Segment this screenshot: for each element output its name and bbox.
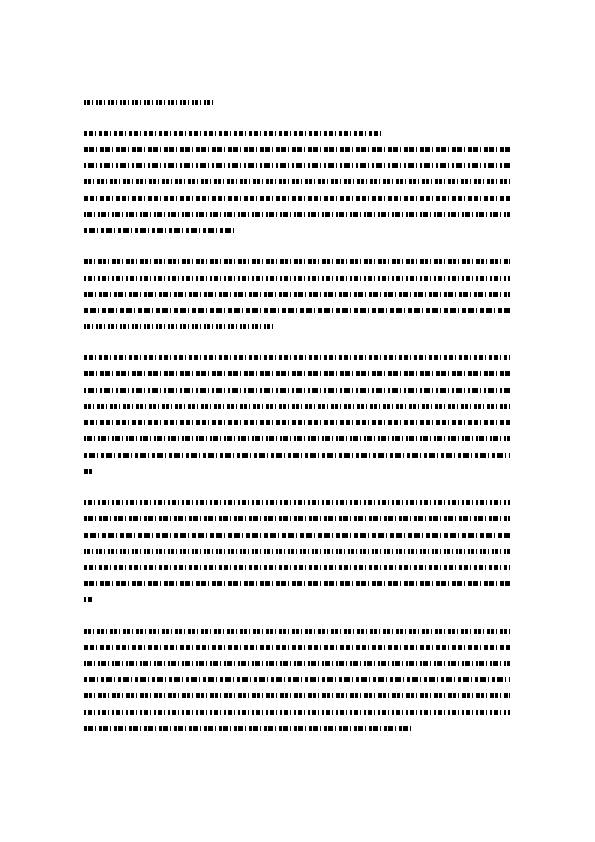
text-line <box>84 147 510 152</box>
text-line <box>84 710 510 715</box>
text-line <box>84 100 214 105</box>
text-line <box>84 371 510 376</box>
text-line <box>84 436 510 441</box>
text-line <box>84 324 274 329</box>
text-line <box>84 693 510 698</box>
text-line <box>84 388 510 393</box>
text-line <box>84 597 92 602</box>
text-line <box>84 645 510 650</box>
text-line <box>84 629 510 634</box>
text-line <box>84 259 510 264</box>
text-line <box>84 533 510 538</box>
text-line <box>84 516 510 521</box>
text-line <box>84 581 510 586</box>
text-line <box>84 661 510 666</box>
text-line <box>84 276 510 281</box>
text-line <box>84 163 510 168</box>
text-line <box>84 179 510 184</box>
text-line <box>84 131 384 136</box>
text-line <box>84 726 414 731</box>
text-line <box>84 308 510 313</box>
text-line <box>84 453 510 458</box>
text-line <box>84 212 510 217</box>
text-line <box>84 677 510 682</box>
text-line <box>84 565 510 570</box>
text-line <box>84 355 510 360</box>
text-line <box>84 404 510 409</box>
text-line <box>84 549 510 554</box>
text-line <box>84 420 510 425</box>
text-line <box>84 292 510 297</box>
text-line <box>84 469 92 474</box>
text-line <box>84 500 510 505</box>
text-line <box>84 196 510 201</box>
text-line <box>84 228 234 233</box>
